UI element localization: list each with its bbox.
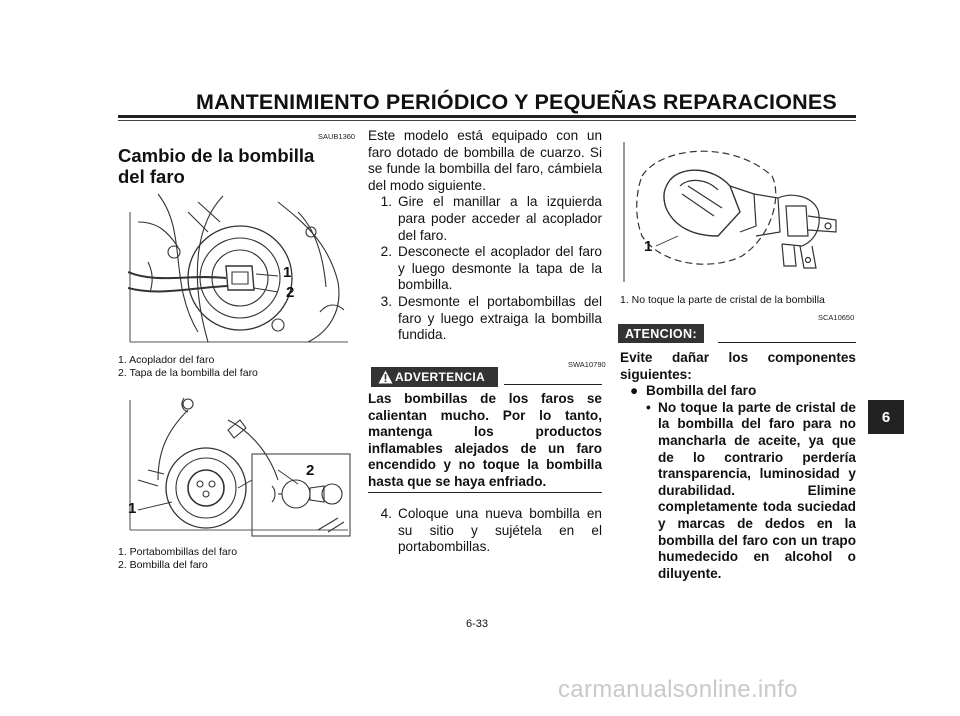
intro-paragraph: Este modelo está equipado con un faro dotado de bombilla de cuarzo. Si se funde la bombilla del faro, cámbiela del modo siguiente. (368, 128, 602, 193)
figure1-caption (118, 354, 258, 379)
caution-label: ATENCION: (618, 324, 704, 343)
step-text: Desconecte el acoplador del faro y luego desmonte la tapa de la bombilla. (398, 244, 602, 293)
figure1-callout-1: 1 (283, 264, 292, 281)
section-title-line1: Cambio de la bombilla (118, 145, 315, 166)
caution-bullet (630, 383, 856, 400)
caution-intro: Evite dañar los componentes siguientes: (620, 350, 856, 382)
step-item (368, 294, 602, 344)
warning-code: SWA10790 (568, 360, 606, 369)
figure2-callout-1: 1 (128, 500, 137, 517)
bullet-text: Bombilla del faro (646, 383, 757, 399)
step-number: 1. (380, 194, 392, 210)
headlight-coupler-illustration (128, 192, 354, 350)
caution-text (620, 350, 856, 582)
figure3-caption: 1. No toque la parte de cristal de la bombilla (620, 294, 825, 306)
warning-label: ADVERTENCIA (371, 367, 498, 387)
figure-halogen-bulb (622, 136, 856, 288)
warning-text: Las bombillas de los faros se calientan mucho. Por lo tanto, mantenga los productos inflamables alejados de un faro encendido y no toque la bombilla hasta que se haya enfriado. (368, 391, 602, 489)
step-number: 3. (380, 293, 392, 309)
figure2-caption-1: 1. Portabombillas del faro (118, 546, 238, 558)
header-rule-thin (118, 120, 856, 121)
warning-bottom-rule (368, 492, 602, 493)
procedure-text (368, 128, 602, 344)
steps-list (368, 194, 602, 343)
step-text: Coloque una nueva bombilla en su sitio y sujétela en el portabombillas. (398, 506, 602, 555)
section-title-line2: del faro (118, 166, 185, 187)
step-4 (368, 506, 602, 556)
halogen-bulb-illustration (622, 136, 856, 288)
figure2-caption (118, 546, 237, 571)
bullet-dot-icon: ● (630, 383, 639, 399)
figure-headlight-coupler (128, 192, 354, 350)
step-item (368, 244, 602, 294)
warning-rule (504, 384, 602, 385)
chapter-tab: 6 (868, 400, 904, 434)
caution-rule (718, 342, 856, 343)
caution-sub-bullet (646, 400, 856, 583)
header-rule (118, 115, 856, 118)
figure1-caption-1: 1. Acoplador del faro (118, 354, 215, 366)
step-item (368, 194, 602, 244)
caution-code: SCA10650 (818, 313, 855, 322)
sub-bullet-text: No toque la parte de cristal de la bombilla del faro para no mancharla de aceite, ya que de lo contrario perdería transparencia, luminosidad y durabilidad. Elimine completamente toda suciedad y marcas de dedos en la bombilla del faro con un trapo humedecido en alcohol o diluyente. (658, 399, 856, 581)
step-number: 4. (380, 506, 392, 521)
warning-triangle-icon (378, 370, 393, 384)
section-title (118, 145, 358, 187)
figure3-callout-1: 1 (644, 238, 653, 255)
page-number: 6-33 (466, 618, 489, 630)
watermark: carmanualsonline.info (558, 676, 798, 703)
figure1-callout-2: 2 (286, 284, 295, 301)
step-text: Gire el manillar a la izquierda para poder acceder al acoplador del faro. (398, 194, 602, 243)
figure-bulb-holder (128, 390, 354, 542)
step-number: 2. (380, 244, 392, 260)
figure2-caption-2: 2. Bombilla del faro (118, 558, 208, 571)
figure2-callout-2: 2 (306, 462, 315, 479)
step-item (368, 506, 602, 556)
section-code: SAUB1360 (318, 132, 356, 141)
step-text: Desmonte el portabombillas del faro y luego extraiga la bombilla fundida. (398, 293, 602, 343)
bulb-holder-illustration (128, 390, 354, 542)
figure1-caption-2: 2. Tapa de la bombilla del faro (118, 366, 258, 379)
sub-bullet-icon: • (646, 399, 651, 415)
page-header-title: MANTENIMIENTO PERIÓDICO Y PEQUEÑAS REPARACIONES (196, 90, 837, 114)
